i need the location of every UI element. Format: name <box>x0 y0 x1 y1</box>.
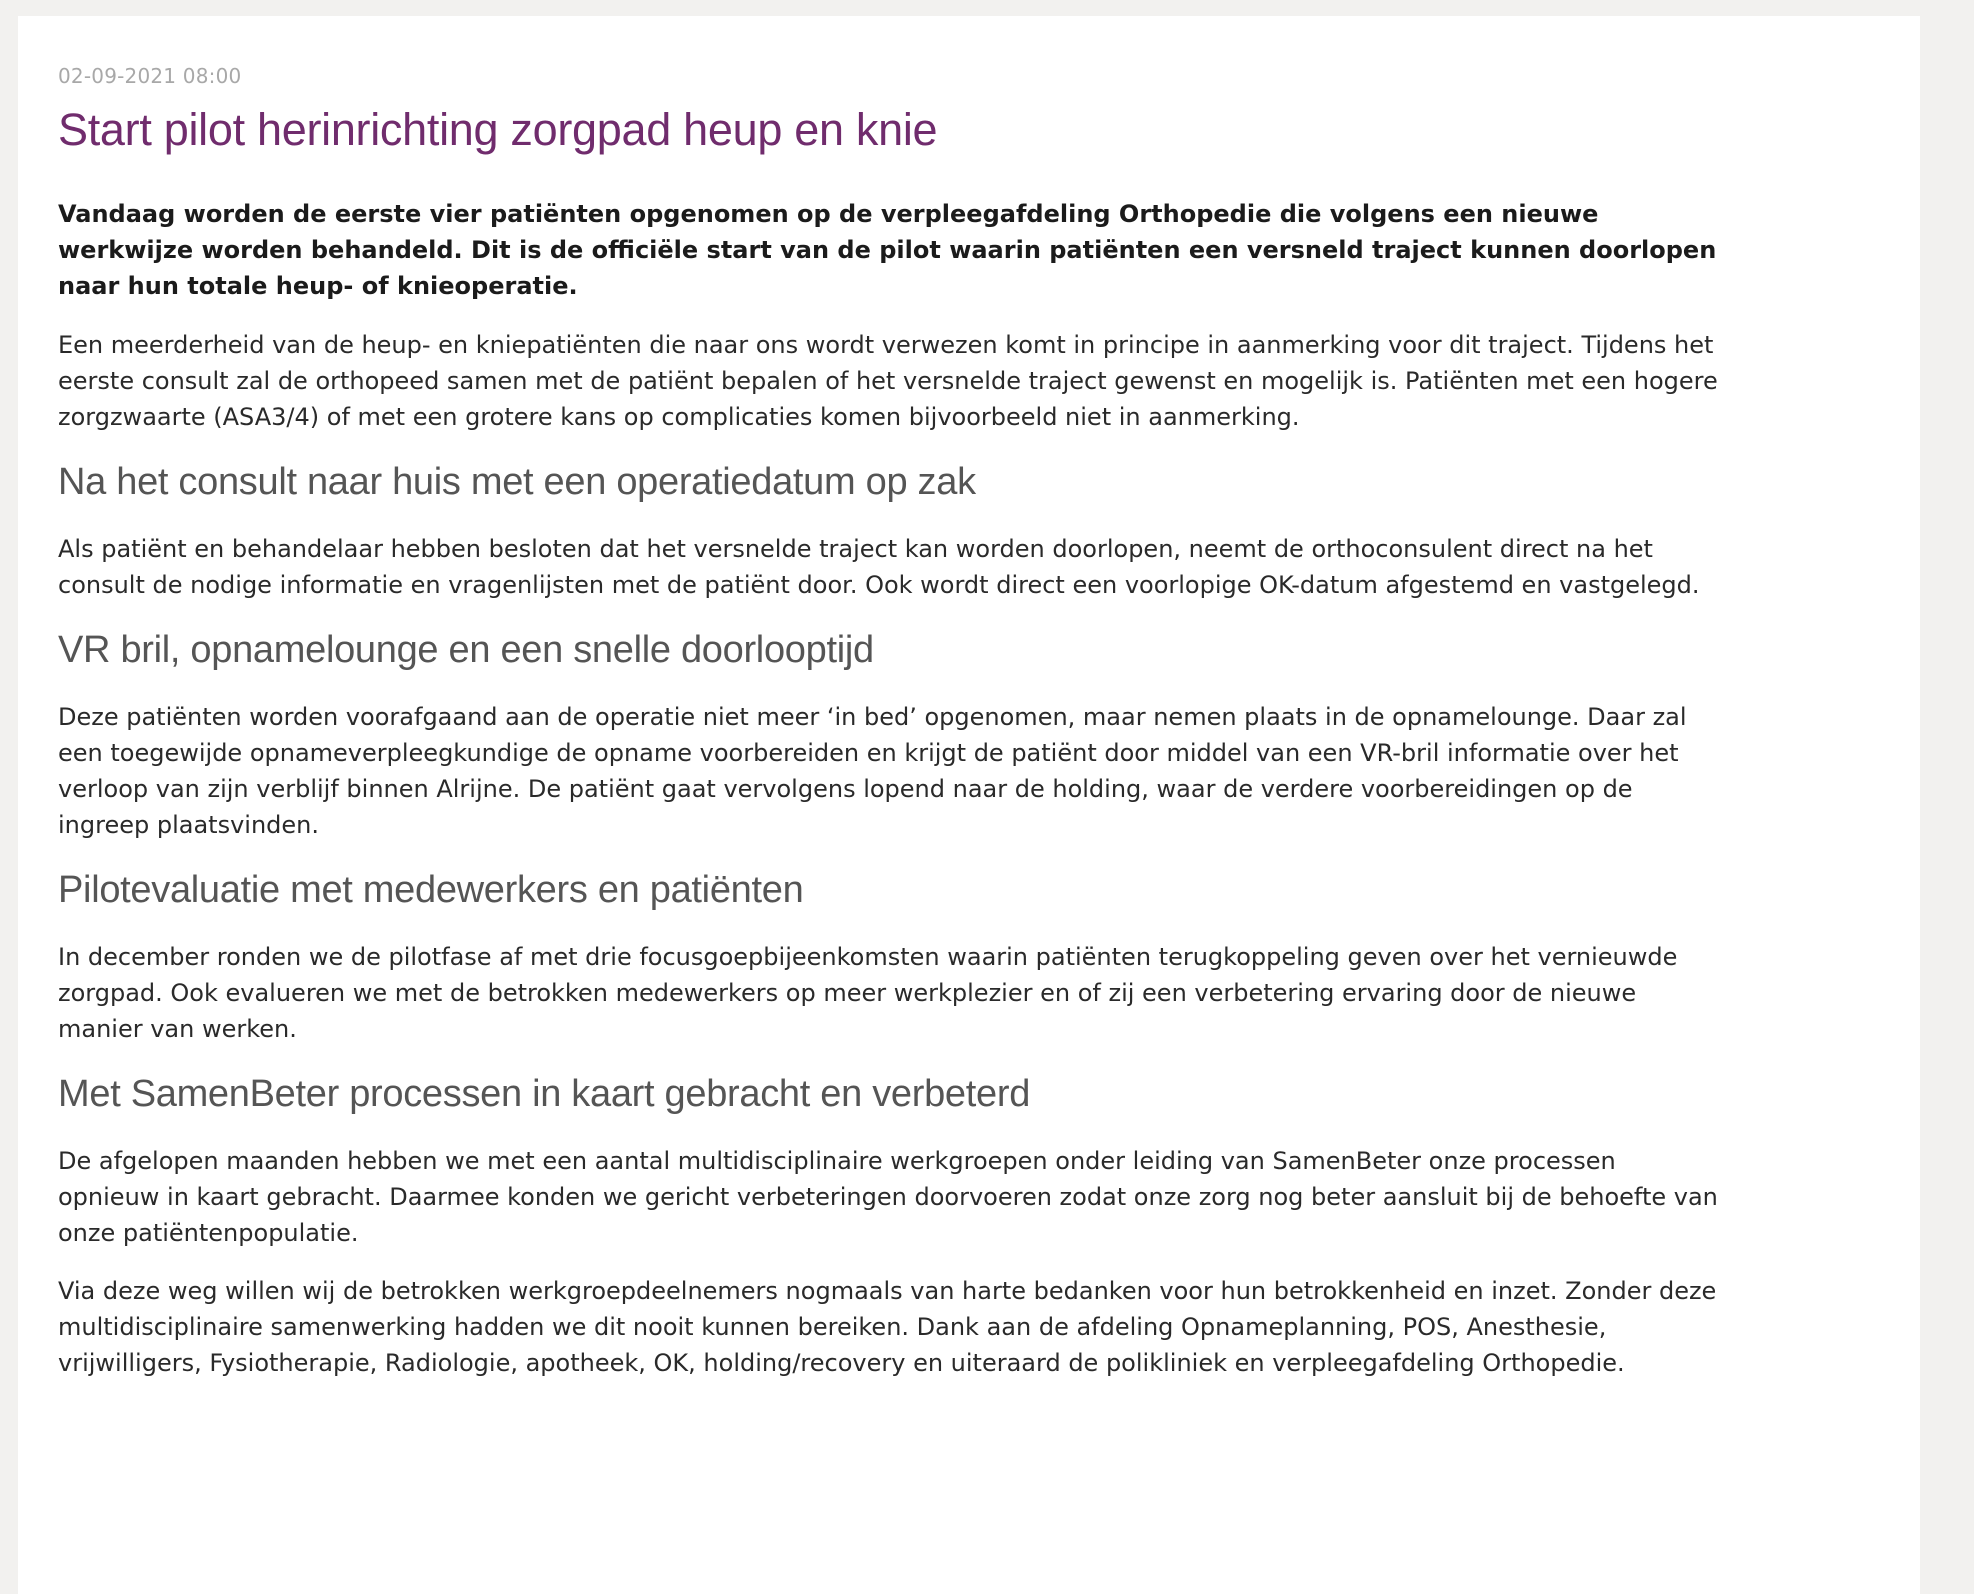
article-intro: Een meerderheid van de heup- en kniepatiënten die naar ons wordt verwezen komt in principe in aanmerking voor dit traject. Tijdens het eerste consult zal de orthopeed samen met de patiënt bepalen of het versnelde traject gewenst en mogelijk is. Patiënten met een hogere zorgzwaarte (ASA3/4) of met een grotere kans op complicaties komen bijvoorbeeld niet in aanmerking. <box>58 331 1718 431</box>
section-heading-consult: Na het consult naar huis met een operatiedatum op zak <box>58 461 976 503</box>
section-heading-vr-bril: VR bril, opnamelounge en een snelle doorlooptijd <box>58 629 874 671</box>
article-content <box>58 62 1718 1381</box>
section-body-samenbeter: De afgelopen maanden hebben we met een aantal multidisciplinaire werkgroepen onder leiding van SamenBeter onze processen opnieuw in kaart gebracht. Daarmee konden we gericht verbeteringen doorvoeren zodat onze zorg nog beter aansluit bij de behoefte van onze patiëntenpopulatie. <box>58 1147 1718 1247</box>
article-date: 02-09-2021 08:00 <box>58 64 242 88</box>
section-heading-samenbeter: Met SamenBeter processen in kaart gebracht en verbeterd <box>58 1073 1031 1115</box>
article-closing: Via deze weg willen wij de betrokken werkgroepdeelnemers nogmaals van harte bedanken voor hun betrokkenheid en inzet. Zonder deze multidisciplinaire samenwerking hadden we dit nooit kunnen bereiken. Dank aan de afdeling Opnameplanning, POS, Anesthesie, vrijwilligers, Fysiotherapie, Radiologie, apotheek, OK, holding/recovery en uiteraard de polikliniek en verpleegafdeling Orthopedie. <box>58 1277 1717 1377</box>
section-body-consult: Als patiënt en behandelaar hebben besloten dat het versnelde traject kan worden doorlopen, neemt de orthoconsulent direct na het consult de nodige informatie en vragenlijsten met de patiënt door. Ook wordt direct een voorlopige OK-datum afgestemd en vastgelegd. <box>58 535 1700 599</box>
section-body-vr-bril: Deze patiënten worden voorafgaand aan de operatie niet meer ‘in bed’ opgenomen, maar nemen plaats in de opnamelounge. Daar zal een toegewijde opnameverpleegkundige de opname voorbereiden en krijgt de patiënt door middel van een VR-bril informatie over het verloop van zijn verblijf binnen Alrijne. De patiënt gaat vervolgens lopend naar de holding, waar de verdere voorbereidingen op de ingreep plaatsvinden. <box>58 703 1687 839</box>
section-body-pilotevaluatie: In december ronden we de pilotfase af met drie focusgoepbijeenkomsten waarin patiënten terugkoppeling geven over het vernieuwde zorgpad. Ook evalueren we met de betrokken medewerkers op meer werkplezier en of zij een verbetering ervaring door de nieuwe manier van werken. <box>58 943 1678 1043</box>
article-title: Start pilot herinrichting zorgpad heup en knie <box>58 104 938 155</box>
article-lead: Vandaag worden de eerste vier patiënten opgenomen op de verpleegafdeling Orthopedie die volgens een nieuwe werkwijze worden behandeld. Dit is de officiële start van de pilot waarin patiënten een versneld traject kunnen doorlopen naar hun totale heup- of knieoperatie. <box>58 200 1717 300</box>
article-card <box>18 16 1920 1594</box>
section-heading-pilotevaluatie: Pilotevaluatie met medewerkers en patiënten <box>58 869 804 911</box>
